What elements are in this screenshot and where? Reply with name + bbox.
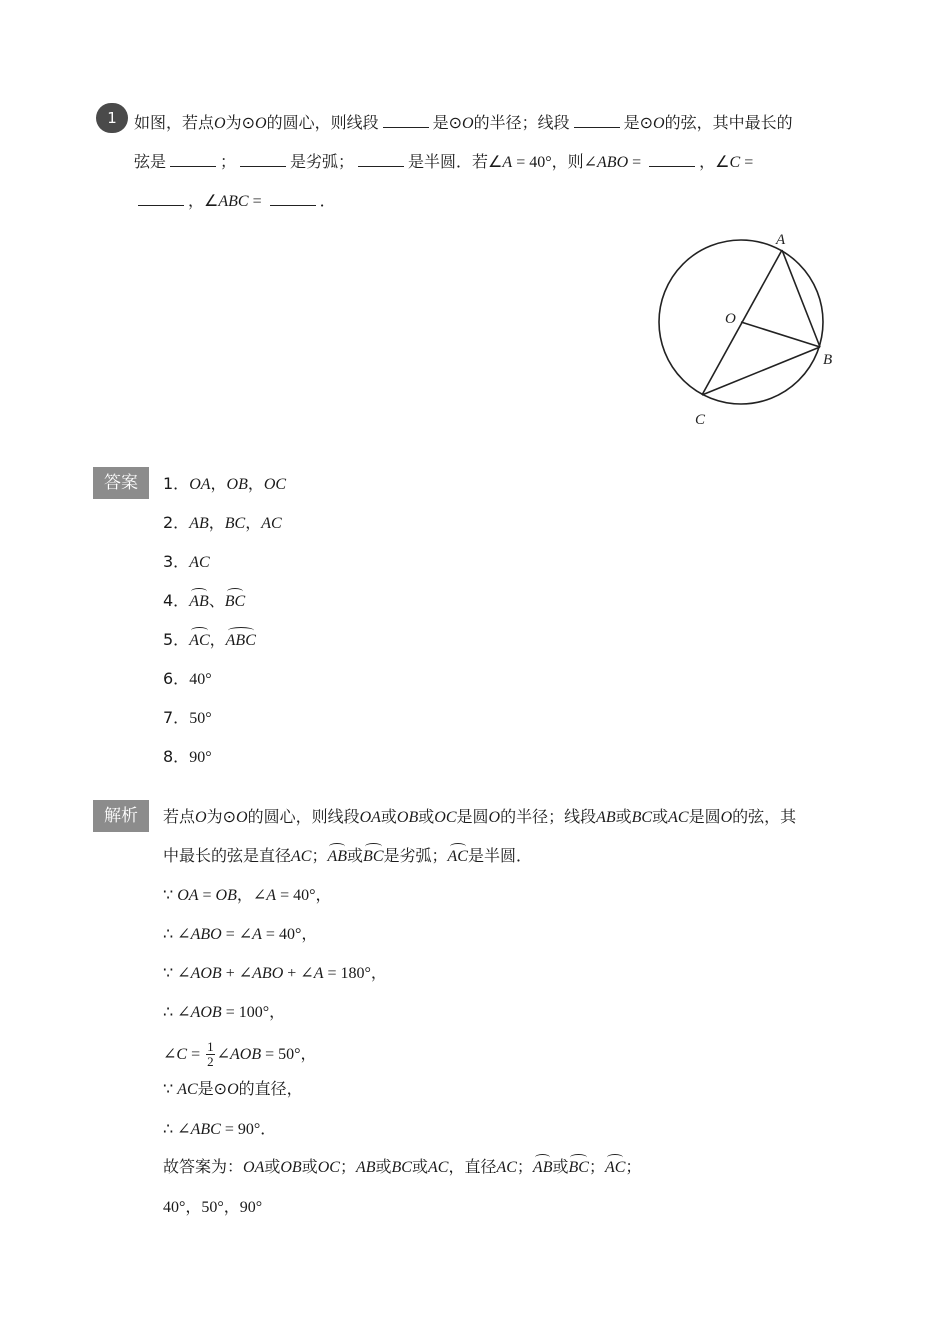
text: 或 <box>411 1157 428 1176</box>
analysis-line-11 <box>163 1196 262 1219</box>
math-expr: = <box>198 887 216 904</box>
therefore-symbol: ∴ ∠ <box>163 926 191 943</box>
because-symbol: ∵ <box>163 1081 178 1098</box>
math-var: AOB <box>190 1004 222 1021</box>
math-expr: = <box>628 154 646 171</box>
fraction-denominator: 2 <box>207 1054 214 1069</box>
analysis-line-8 <box>163 1078 303 1101</box>
text: 或 <box>380 807 397 826</box>
math-var: A <box>252 926 262 943</box>
analysis-line-9 <box>163 1118 276 1141</box>
math-var: OC <box>434 809 457 826</box>
answer-blank[interactable] <box>270 191 316 206</box>
math-var: O <box>195 809 207 826</box>
math-var: O <box>236 809 248 826</box>
text: 的半径；线段 <box>500 807 597 826</box>
analysis-line-1 <box>163 806 796 829</box>
item-number: 5． <box>163 630 190 649</box>
circle-symbol: ⊙ <box>639 113 653 132</box>
circle-figure <box>640 225 850 435</box>
text: ； <box>588 1157 605 1176</box>
math-var: ABO <box>597 154 629 171</box>
math-var: O <box>488 809 501 826</box>
math-var: O <box>462 115 474 132</box>
answer-item <box>163 512 282 535</box>
answer-blank[interactable] <box>170 152 216 167</box>
text: 是劣弧； <box>383 846 448 865</box>
math-var: AC <box>668 809 689 826</box>
fraction <box>206 1040 215 1069</box>
label-c: C <box>695 412 706 428</box>
analysis-line-6 <box>163 1001 285 1024</box>
math-expr: = <box>187 1046 205 1063</box>
answer-value: 90° <box>189 749 212 766</box>
analysis-line-4 <box>163 923 317 946</box>
math-expr: = 40°，则∠ <box>512 154 598 171</box>
question-text: 的弦，其中最长的 <box>664 113 793 132</box>
math-var: O <box>227 1081 239 1098</box>
math-var: AB <box>189 515 209 532</box>
arc-var: BC <box>225 591 245 613</box>
math-expr: = 40°， <box>261 926 318 943</box>
math-var: A <box>313 965 324 982</box>
math-expr: = 50°， <box>261 1046 317 1063</box>
item-number: 6． <box>163 669 190 688</box>
therefore-symbol: ∴ ∠ <box>163 1121 191 1138</box>
circle-symbol: ⊙ <box>241 113 255 132</box>
label-a: A <box>776 232 786 248</box>
math-expr: = <box>740 154 754 171</box>
circle-symbol: ⊙ <box>448 113 462 132</box>
analysis-line-5 <box>163 962 387 985</box>
math-var: ABC <box>218 193 249 210</box>
answer-item <box>163 590 245 613</box>
math-var: C <box>176 1046 188 1063</box>
separator: 、 <box>208 591 225 610</box>
text: 的圆心，则线段 <box>247 807 360 826</box>
item-number: 7． <box>163 708 190 727</box>
math-var: OC <box>263 476 287 493</box>
question-text: 的圆心，则线段 <box>266 113 379 132</box>
text: 或 <box>418 807 435 826</box>
answer-item <box>163 668 212 691</box>
because-symbol: ∵ ∠ <box>163 965 191 982</box>
angle-symbol: ∠ <box>216 1046 231 1063</box>
final-values: 40°，50°，90° <box>163 1199 263 1216</box>
answer-blank[interactable] <box>240 152 286 167</box>
math-expr: = 90°． <box>220 1121 277 1138</box>
math-var: OA <box>359 809 381 826</box>
math-expr: + ∠ <box>283 965 314 982</box>
answer-value: 50° <box>189 710 212 727</box>
math-var: ABO <box>252 965 284 982</box>
text: 是圆 <box>688 807 721 826</box>
question-text: 是 <box>623 113 640 132</box>
question-text: 的半径；线段 <box>473 113 570 132</box>
arc-var: AC <box>189 630 209 652</box>
math-var: ABO <box>190 926 222 943</box>
math-var: OA <box>243 1159 265 1176</box>
arc-var: BC <box>363 846 383 868</box>
analysis-line-2 <box>163 845 532 868</box>
answer-blank[interactable] <box>383 113 429 128</box>
math-var: A <box>266 887 277 904</box>
math-var: AC <box>427 1159 449 1176</box>
question-text: ，∠ <box>188 191 219 210</box>
separator: ， <box>208 513 225 532</box>
answer-item <box>163 551 210 574</box>
text: 若点 <box>163 807 196 826</box>
analysis-line-7 <box>163 1040 317 1069</box>
question-text: 为 <box>225 113 242 132</box>
answer-item <box>163 707 212 730</box>
answer-tag: 答案 <box>93 467 149 499</box>
answer-blank[interactable] <box>138 191 184 206</box>
arc-var: AC <box>448 846 468 868</box>
question-line-2 <box>134 151 753 174</box>
math-var: OA <box>189 476 211 493</box>
math-var: AOB <box>230 1046 262 1063</box>
text: ； <box>311 846 328 865</box>
separator: ， <box>245 513 262 532</box>
text: 或 <box>264 1157 281 1176</box>
answer-blank[interactable] <box>649 152 695 167</box>
math-var: BC <box>224 515 246 532</box>
analysis-line-3 <box>163 884 332 907</box>
arc-var: AC <box>605 1157 625 1179</box>
math-var: AC <box>291 848 312 865</box>
item-number: 4． <box>163 591 190 610</box>
text: 或 <box>375 1157 392 1176</box>
math-var: OB <box>226 476 248 493</box>
math-var: AC <box>261 515 282 532</box>
item-number: 3． <box>163 552 190 571</box>
math-var: AC <box>177 1081 198 1098</box>
math-expr: = 100°， <box>221 1004 286 1021</box>
item-number: 8． <box>163 747 190 766</box>
math-var: AOB <box>190 965 222 982</box>
math-expr: ，∠ <box>236 887 267 904</box>
arc-var: AB <box>327 846 347 868</box>
math-var: O <box>653 115 665 132</box>
answer-item <box>163 629 256 652</box>
math-expr: = 40°， <box>276 887 332 904</box>
math-var: BC <box>631 809 653 826</box>
separator: ， <box>247 474 264 493</box>
because-symbol: ∵ <box>163 887 178 904</box>
question-text: ； <box>220 152 237 171</box>
question-text: 是半圆．若∠ <box>408 152 503 171</box>
question-text: ． <box>319 191 336 210</box>
math-var: BC <box>391 1159 412 1176</box>
math-var: AB <box>355 1159 376 1176</box>
question-text: 是 <box>432 113 449 132</box>
text: ； <box>339 1157 356 1176</box>
separator: ， <box>210 474 227 493</box>
analysis-tag: 解析 <box>93 800 149 832</box>
text: 中最长的弦是直径 <box>163 846 292 865</box>
angle-symbol: ∠ <box>163 1046 177 1063</box>
math-expr: = <box>248 193 266 210</box>
arc-var: BC <box>568 1157 588 1179</box>
arc-var: ABC <box>226 630 256 652</box>
math-var: AB <box>596 809 616 826</box>
arc-var: AB <box>189 591 209 613</box>
text: 的直径， <box>238 1079 303 1098</box>
question-text: 弦是 <box>134 152 167 171</box>
question-text: 是劣弧； <box>290 152 355 171</box>
item-number: 1． <box>163 474 190 493</box>
text: 是圆 <box>456 807 489 826</box>
text: 或 <box>301 1157 318 1176</box>
math-var: AC <box>496 1159 517 1176</box>
math-expr: = 180°， <box>323 965 387 982</box>
answer-blank[interactable] <box>358 152 404 167</box>
label-b: B <box>823 352 833 368</box>
math-expr: + ∠ <box>221 965 253 982</box>
item-number: 2． <box>163 513 190 532</box>
math-var: C <box>729 154 741 171</box>
math-var: OC <box>317 1159 340 1176</box>
text: ； <box>516 1157 533 1176</box>
text: 是⊙ <box>197 1079 228 1098</box>
math-var: OB <box>396 809 419 826</box>
question-text: ，∠ <box>699 152 730 171</box>
fraction-numerator: 1 <box>207 1039 214 1054</box>
text: 的弦，其 <box>732 807 797 826</box>
text: 或 <box>552 1157 569 1176</box>
text: 是半圆． <box>467 846 532 865</box>
text: 或 <box>347 846 364 865</box>
text: 故答案为： <box>163 1157 244 1176</box>
text: ； <box>625 1157 642 1176</box>
arc-var: AB <box>533 1157 553 1179</box>
question-text: 如图，若点 <box>134 113 215 132</box>
therefore-symbol: ∴ ∠ <box>163 1004 191 1021</box>
math-var: OB <box>215 887 237 904</box>
question-line-3 <box>134 190 336 213</box>
math-var: O <box>255 115 267 132</box>
segment-bc <box>702 347 820 395</box>
separator: ， <box>209 630 226 649</box>
math-var: AC <box>189 554 210 571</box>
math-expr: = ∠ <box>221 926 253 943</box>
question-number-badge: 1 <box>96 103 128 133</box>
math-var: ABC <box>190 1121 221 1138</box>
math-var: OA <box>177 887 199 904</box>
answer-value: 40° <box>189 671 212 688</box>
label-o: O <box>725 311 736 327</box>
text: 或 <box>615 807 632 826</box>
answer-item <box>163 746 212 769</box>
question-line-1 <box>134 112 793 135</box>
text: 为⊙ <box>206 807 236 826</box>
text: ，直径 <box>448 1157 497 1176</box>
math-var: A <box>502 154 513 171</box>
segment-ob <box>741 322 820 347</box>
math-var: O <box>720 809 733 826</box>
text: 或 <box>652 807 669 826</box>
math-var: O <box>214 115 226 132</box>
segment-ab <box>782 250 820 347</box>
answer-blank[interactable] <box>574 113 620 128</box>
answer-item <box>163 473 286 496</box>
math-var: OB <box>280 1159 302 1176</box>
analysis-line-10 <box>163 1156 641 1179</box>
